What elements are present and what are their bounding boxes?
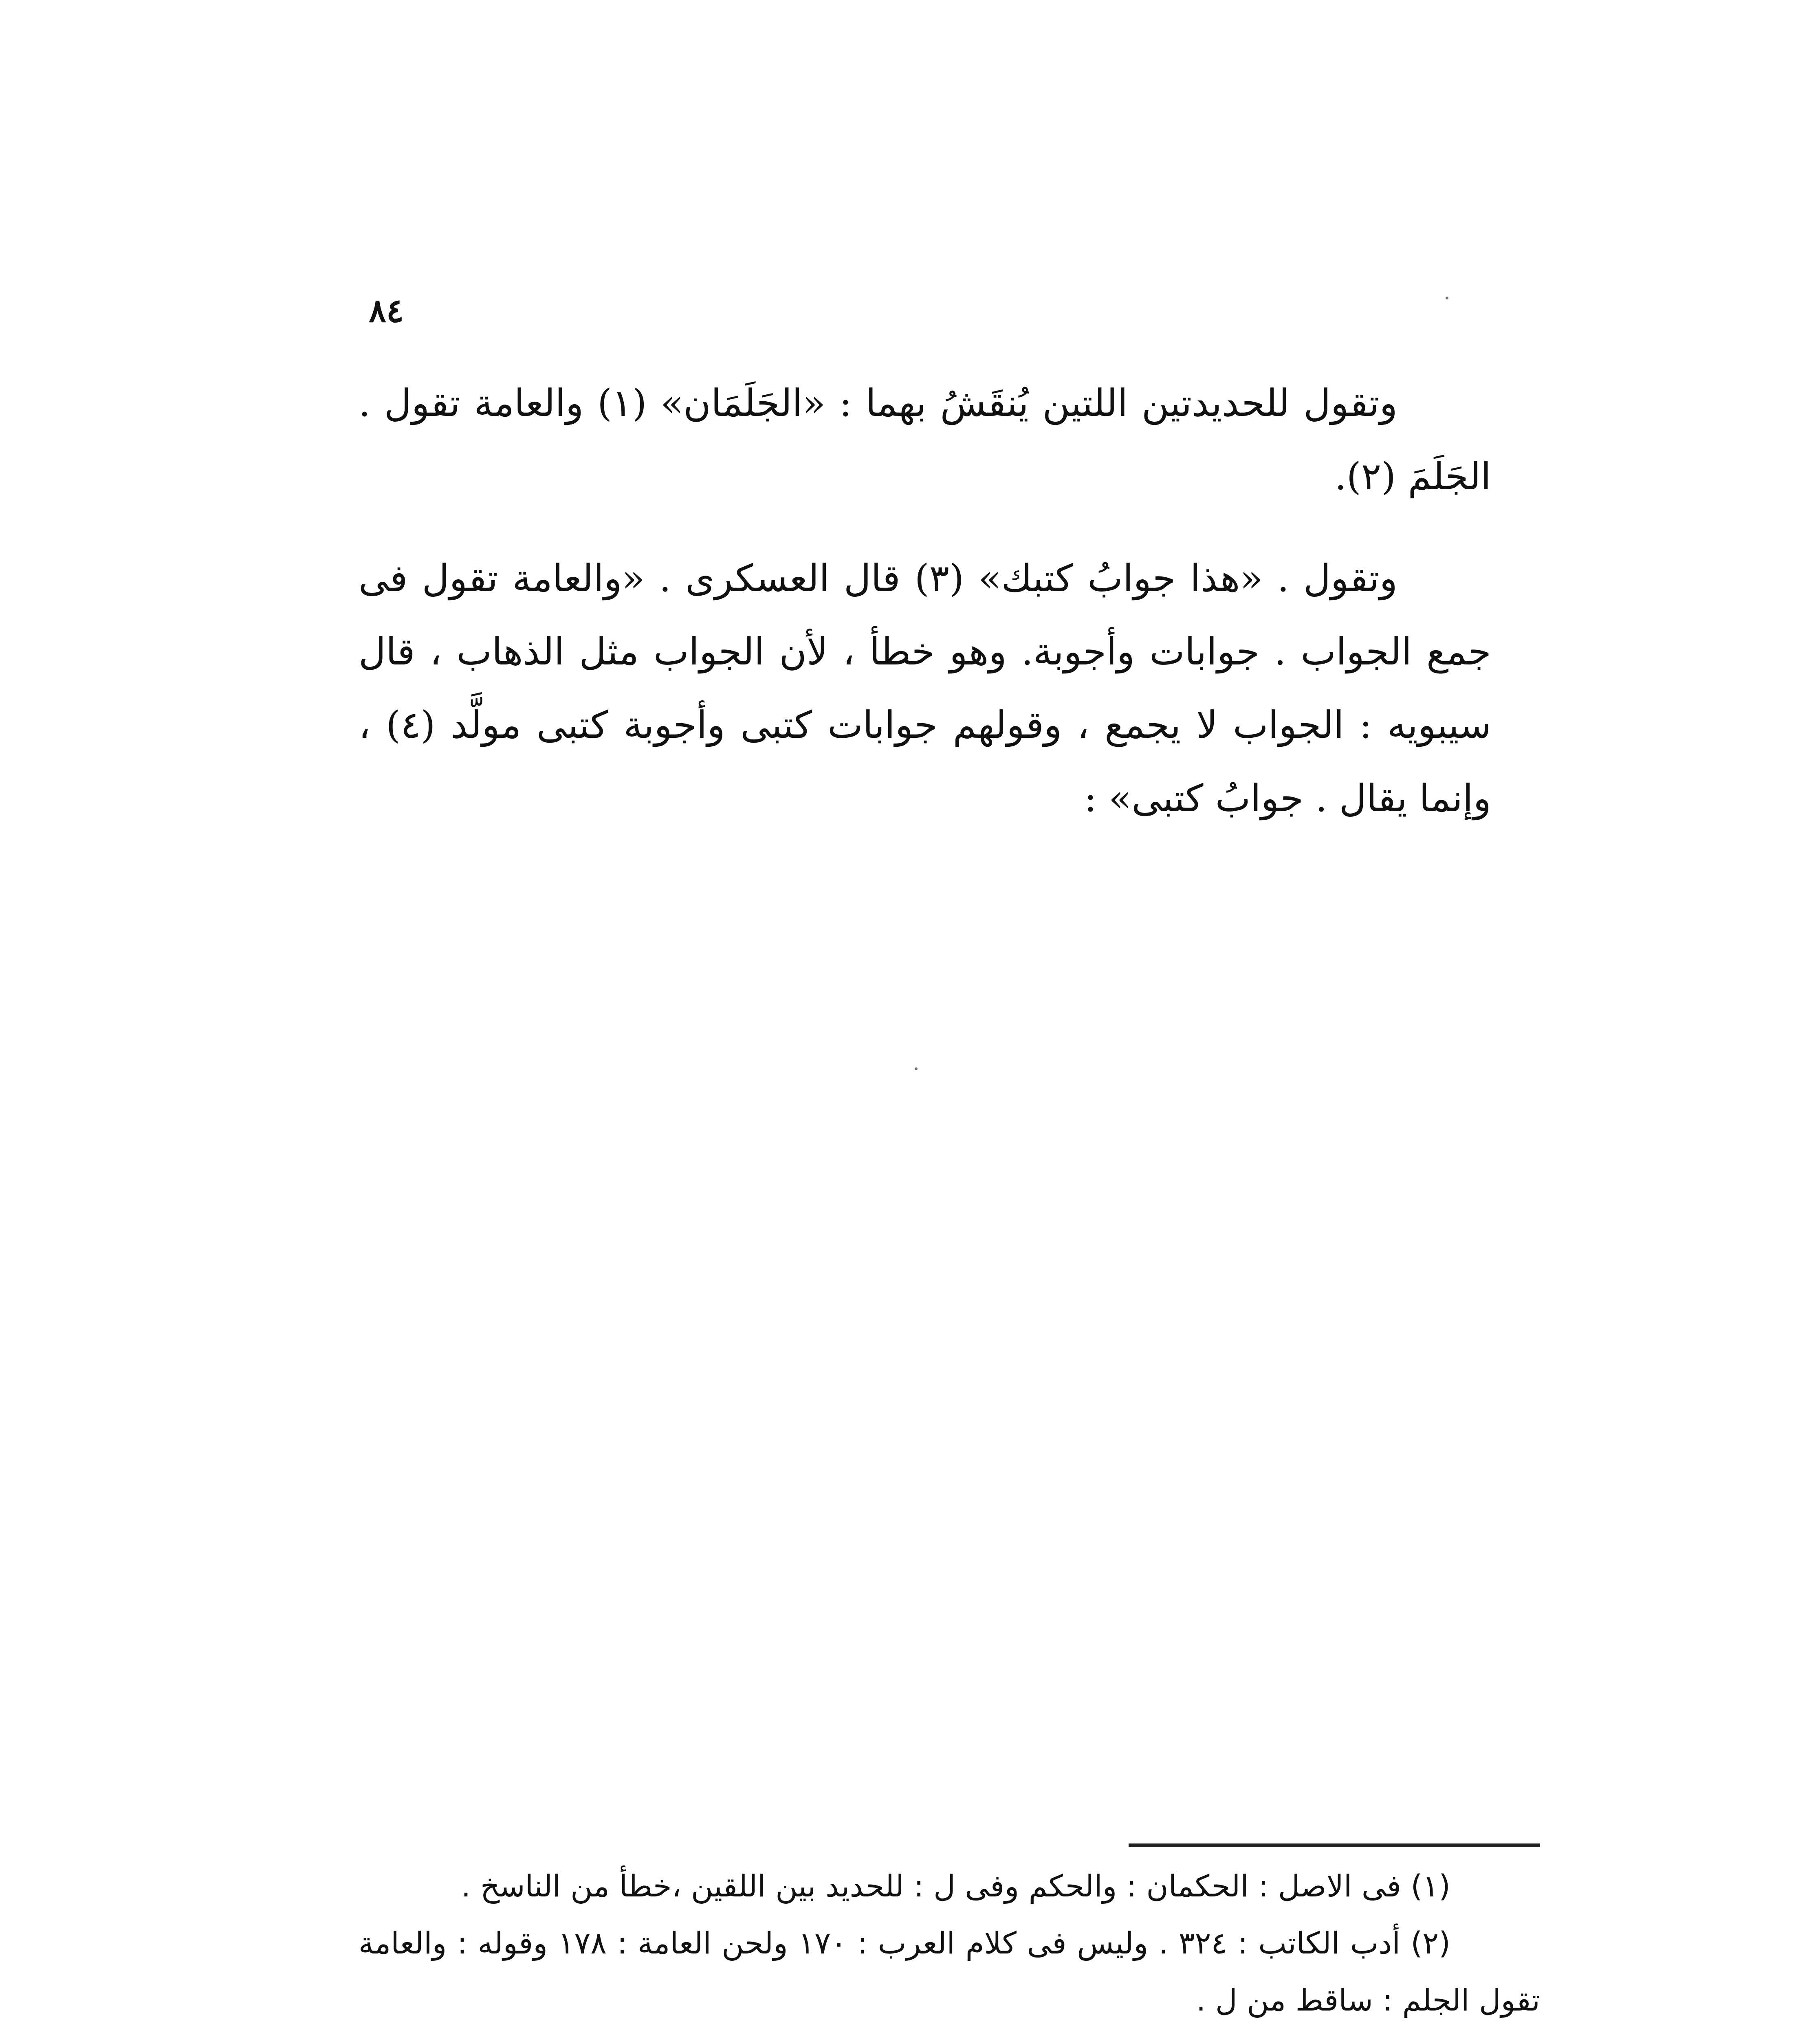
footnote-2: (٢) أدب الكاتب : ٣٢٤ . وليس فى كلام العرب : ١٧٠ ولحن العامة : ١٧٨ وقوله : والعامة تقول الجلم : ساقط من ل . [359,1926,1540,2018]
footnote-divider [1129,1843,1540,1847]
page-number: ٨٤ [369,291,404,330]
paragraph-2: وتقول . «هذا جوابُ كتبك» (٣) قال العسكرى . «والعامة تقول فى جمع الجواب . جوابات وأجوبة. وهو خطأ ، لأن الجواب مثل الذهاب ، قال سيبويه : الجواب لا يجمع ، وقولهم جوابات كتبى وأجوبة كتبى مولَّد (٤) ، وإنما يقال . جوابُ كتبى» : [359,557,1491,820]
footnotes [359,1858,1540,2037]
main-text [359,367,1491,864]
footnote-1: (١) فى الاصل : الحكمان : والحكم وفى ل : للحديد بين اللقين ،خطأ من الناسخ . [461,1869,1450,1904]
scan-speck [915,1067,918,1070]
paragraph-1: وتقول للحديدتين اللتين يُنقَشُ بهما : «الجَلَمَان» (١) والعامة تقول . الجَلَمَ (٢). [359,381,1491,498]
scan-speck [1446,297,1448,299]
footnote-3 [359,2029,1540,2037]
